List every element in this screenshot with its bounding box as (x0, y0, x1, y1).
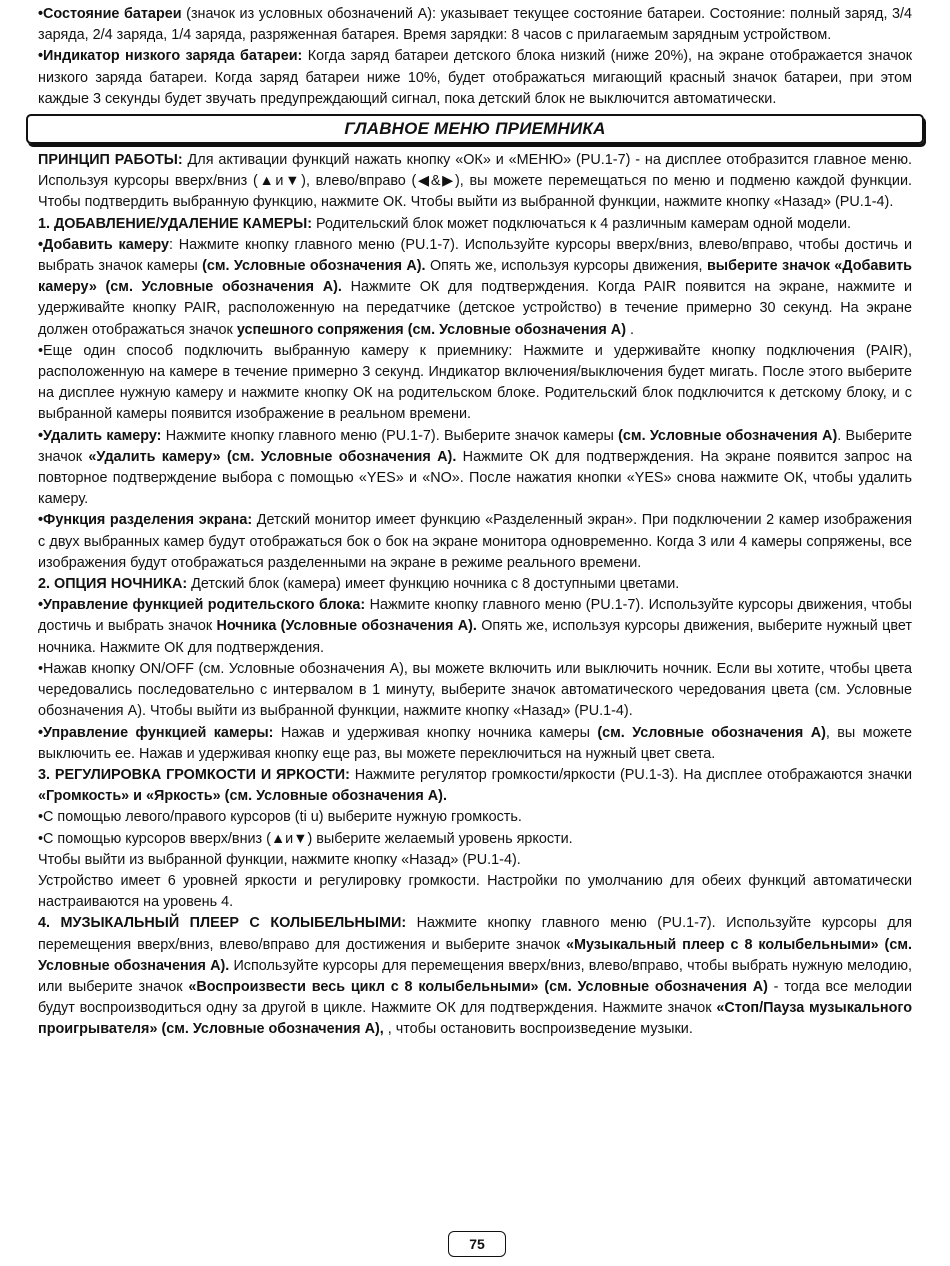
text: Нажмите кнопку главного меню (PU.1-7). Используйте курсоры для перемещения вверх/вниз, влево/вправо для достижения и выберите значок (38, 915, 912, 953)
bold-text: (см. Условные обозначения А) (597, 724, 826, 741)
text: Нажав и удерживая кнопку ночника камеры (273, 724, 598, 741)
bold-text: ПРИНЦИП РАБОТЫ: (38, 152, 183, 169)
bold-text: Ночника (Условные обозначения А). (216, 618, 477, 635)
bold-text: (см. Условные обозначения А) (618, 427, 838, 444)
paragraph (38, 150, 912, 214)
paragraph (38, 426, 912, 511)
text: Нажмите кнопку главного меню (PU.1-7). Используйте курсоры движения, чтобы достичь и выбрать значок (38, 597, 912, 635)
text: •Нажав кнопку ON/OFF (см. Условные обозначения А), вы можете включить или выключить ночник. Если вы хотите, чтобы цвета чередовались последовательно с интервалом в 1 минуту, выберите значок автоматического чередования цвета (см. Условные обозначения А). Чтобы выйти из выбранной функции, нажмите кнопку «Назад» (PU.1-4). (38, 660, 912, 720)
bold-text: «Громкость» и «Яркость» (см. Условные обозначения А). (38, 788, 447, 805)
paragraph (38, 913, 912, 1040)
bold-text: 3. РЕГУЛИРОВКА ГРОМКОСТИ И ЯРКОСТИ: (38, 766, 350, 783)
text: . (626, 321, 634, 338)
bold-text: «Воспроизвести весь цикл с 8 колыбельными» (см. Условные обозначения А) (188, 978, 768, 995)
paragraph (38, 341, 912, 426)
text: •С помощью курсоров вверх/вниз (▲и▼) выберите желаемый уровень яркости. (38, 830, 573, 847)
text: Опять же, используя курсоры движения, выберите нужный цвет ночника. Нажмите ОК для подтверждения. (38, 618, 912, 656)
text: Когда заряд батареи детского блока низкий (ниже 20%), на экране отображается значок низкого заряда батареи. Когда заряд батареи ниже 10%, будет отображаться мигающий красный значок батареи, при этом каждые 3 секунды будет звучать предупреждающий сигнал, пока детский блок не выключится автоматически. (38, 48, 912, 107)
paragraph (38, 765, 912, 807)
bold-text: «Удалить камеру» (см. Условные обозначения А). (88, 448, 457, 465)
section-banner-title: ГЛАВНОЕ МЕНЮ ПРИЕМНИКА (26, 114, 924, 144)
paragraph (38, 723, 912, 765)
paragraph (38, 659, 912, 723)
bold-text: •Добавить камеру (38, 236, 169, 253)
paragraph (38, 850, 912, 871)
text: Родительский блок может подключаться к 4 различным камерам одной модели. (312, 215, 852, 232)
paragraph (38, 46, 912, 110)
text: Нажмите кнопку главного меню (PU.1-7). Выберите значок камеры (161, 427, 619, 444)
bold-text: успешного сопряжения (см. Условные обозначения А) (236, 321, 626, 338)
text: , чтобы остановить воспроизведение музыки. (383, 1021, 693, 1038)
paragraph (38, 871, 912, 913)
text: (значок из условных обозначений А): указывает текущее состояние батареи. Состояние: полный заряд, 3/4 заряда, 2/4 заряда, 1/4 заряда, разряженная батарея. Время зарядки: 8 часов с прилагаемым зарядным устройством. (38, 6, 913, 44)
text: Для активации функций нажать кнопку «ОК» и «МЕНЮ» (PU.1-7) - на дисплее отобразится главное меню. Используя курсоры вверх/вниз (▲и▼), влево/вправо (◀&▶), вы можете перемещаться по меню и подменю каждой функции. Чтобы подтвердить выбранную функцию, нажмите ОК. Чтобы выйти из выбранной функции, нажмите кнопку «Назад» (PU.1-4). (38, 152, 912, 211)
bold-text: выберите значок «Добавить камеру» (см. Условные обозначения А). (38, 258, 912, 296)
bold-text: 2. ОПЦИЯ НОЧНИКА: (38, 576, 188, 593)
text: Опять же, используя курсоры движения, (425, 258, 707, 275)
text: Чтобы выйти из выбранной функции, нажмите кнопку «Назад» (PU.1-4). (38, 851, 521, 868)
bold-text: •Управление функцией родительского блока: (38, 597, 366, 614)
text: : Нажмите кнопку главного меню (PU.1-7). Используйте курсоры вверх/вниз, влево/вправо, чтобы достичь и выбрать значок камеры (38, 236, 912, 275)
bold-text: «Стоп/Пауза музыкального проигрывателя» (см. Условные обозначения А), (38, 1000, 912, 1038)
text: Детский монитор имеет функцию «Разделенный экран». При подключении 2 камер изображения с двух выбранных камер будут отображаться бок о бок на экране монитора одновременно. Когда 3 или 4 камеры сопряжены, все изображения будут отображаться разделенными на экране в режиме реального времени. (38, 512, 912, 571)
bold-text: •Индикатор низкого заряда батареи: (38, 48, 303, 65)
text: . Выберите значок (38, 427, 913, 465)
text: Детский блок (камера) имеет функцию ночника с 8 доступными цветами. (187, 576, 680, 593)
bold-text: •Управление функцией камеры: (38, 724, 274, 741)
text: •С помощью левого/правого курсоров (ti u) выберите нужную громкость. (38, 809, 522, 826)
bold-text: (см. Условные обозначения А). (202, 258, 426, 275)
text: Нажмите ОК для подтверждения. Когда PAIR появится на экране, нажмите и удерживайте кнопку PAIR, расположенную на передатчике (детское устройство) в течение примерно 30 секунд. На экране должен отображаться значок (38, 279, 912, 338)
paragraph (38, 829, 912, 850)
page-body (38, 4, 912, 1041)
bold-text: •Функция разделения экрана: (38, 512, 253, 529)
page-number: 75 (448, 1231, 506, 1257)
paragraph (38, 595, 912, 659)
text: - тогда все мелодии будут воспроизводиться одну за другой в цикле. Нажмите ОК для подтверждения. Нажмите значок (38, 978, 912, 1017)
paragraph (38, 4, 912, 46)
bold-text: •Состояние батареи (38, 6, 182, 22)
text: •Еще один способ подключить выбранную камеру к приемнику: Нажмите и удерживайте кнопку подключения (PAIR), расположенную на камере в течение примерно 3 секунд. Индикатор включения/выключения будет мигать. После этого выберите на дисплее нужную камеру и нажмите кнопку ОК на родительском блоке. Родительский блок подключится к детскому блоку, и с выбранной камеры появится изображение в реальном времени. (38, 342, 912, 423)
text: , вы можете выключить ее. Нажав и удерживая кнопку еще раз, вы можете переключиться на нужный цвет света. (38, 724, 913, 762)
paragraph (38, 214, 912, 235)
paragraph (38, 807, 912, 828)
bold-text: 4. МУЗЫКАЛЬНЫЙ ПЛЕЕР С КОЛЫБЕЛЬНЫМИ: (38, 915, 407, 932)
text: Нажмите ОК для подтверждения. На экране появится запрос на повторное подтверждение выбора с помощью «YES» и «NO». После нажатия кнопки «YES» снова нажмите ОК, чтобы удалить камеру. (38, 448, 912, 508)
paragraph (38, 574, 912, 595)
text: Нажмите регулятор громкости/яркости (PU.1-3). На дисплее отображаются значки (349, 766, 912, 783)
paragraph (38, 235, 912, 341)
text: Устройство имеет 6 уровней яркости и регулировку громкости. Настройки по умолчанию для обеих функций автоматически настраиваются на уровень 4. (38, 872, 912, 911)
bold-text: «Музыкальный плеер с 8 колыбельными» (см. Условные обозначения А). (38, 936, 912, 974)
text: Используйте курсоры для перемещения вверх/вниз, влево/вправо, чтобы выбрать нужную мелодию, или выберите значок (38, 957, 912, 995)
bold-text: 1. ДОБАВЛЕНИЕ/УДАЛЕНИЕ КАМЕРЫ: (38, 215, 313, 232)
paragraph (38, 510, 912, 574)
bold-text: •Удалить камеру: (38, 427, 162, 444)
